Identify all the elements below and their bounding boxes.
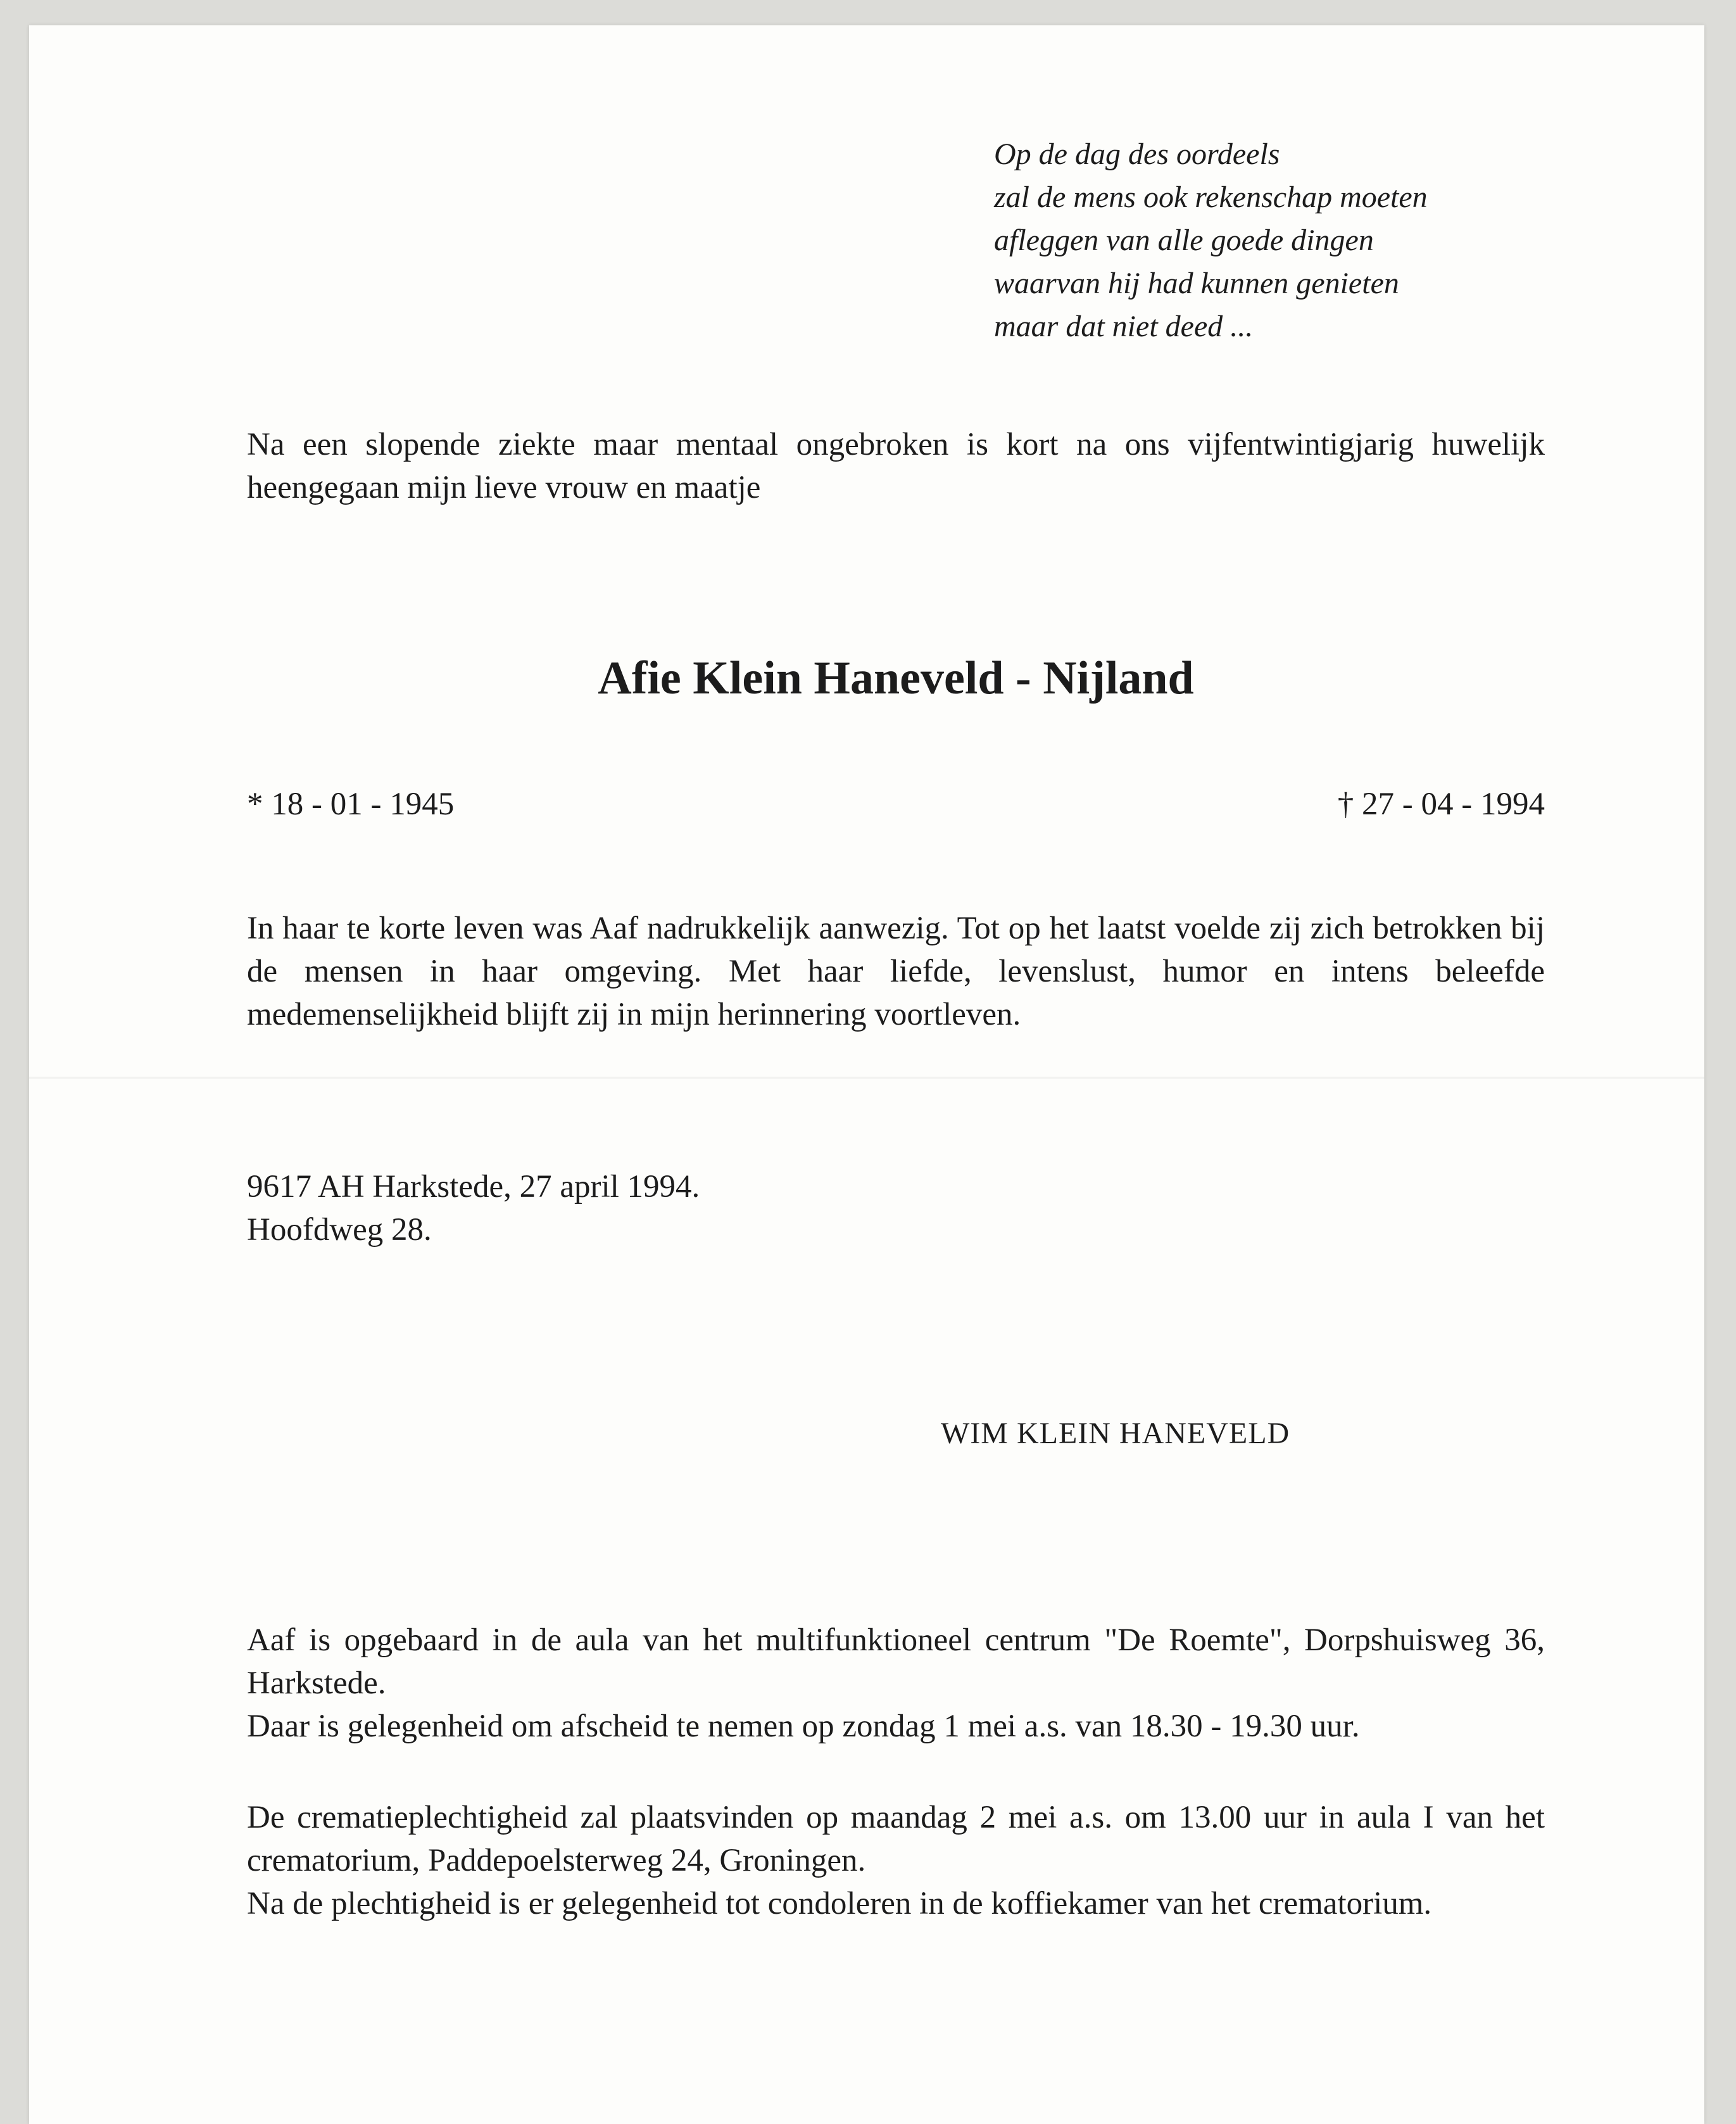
poem-line: waarvan hij had kunnen genieten	[994, 267, 1399, 300]
poem-line: maar dat niet deed ...	[994, 310, 1254, 343]
ceremony-info	[247, 1796, 1545, 1925]
address	[247, 1165, 700, 1251]
cremation-details: De crematieplechtigheid zal plaatsvinden op maandag 2 mei a.s. om 13.00 uur in aula I van het crematorium, Paddepoelsterweg 24, Groningen.	[247, 1800, 1545, 1878]
address-line-street: Hoofdweg 28.	[247, 1212, 432, 1248]
tribute-paragraph: In haar te korte leven was Aaf nadrukkelijk aanwezig. Tot op het laatst voelde zij zich betrokken bij de mensen in haar omgeving. Met haar liefde, levenslust, humor en intens beleefde medemenselijkheid blijft zij in mijn herinnering voortleven.	[247, 911, 1545, 1032]
viewing-location: Aaf is opgebaard in de aula van het multifunktioneel centrum "De Roemte", Dorpshuisweg 36, Harkstede.	[247, 1622, 1545, 1701]
deceased-name: Afie Klein Haneveld - Nijland	[598, 652, 1194, 704]
condolence-details: Na de plechtigheid is er gelegenheid tot condoleren in de koffiekamer van het crematorium.	[247, 1886, 1432, 1921]
poem-line: zal de mens ook rekenschap moeten	[994, 180, 1428, 214]
poem-line: Op de dag des oordeels	[994, 137, 1280, 171]
poem	[994, 133, 1576, 348]
address-line-place-date: 9617 AH Harkstede, 27 april 1994.	[247, 1169, 700, 1204]
viewing-farewell: Daar is gelegenheid om afscheid te nemen op zondag 1 mei a.s. van 18.30 - 19.30 uur.	[247, 1709, 1360, 1744]
birth-date: * 18 - 01 - 1945	[247, 787, 455, 822]
intro-paragraph: Na een slopende ziekte maar mentaal ongebroken is kort na ons vijfentwintigjarig huwelijk heengegaan mijn lieve vrouw en maatje	[247, 427, 1545, 505]
signature: WIM KLEIN HANEVELD	[941, 1417, 1290, 1450]
announcement-sheet	[29, 25, 1704, 2124]
viewing-info	[247, 1619, 1545, 1748]
death-date: † 27 - 04 - 1994	[1337, 787, 1545, 822]
poem-line: afleggen van alle goede dingen	[994, 224, 1374, 257]
